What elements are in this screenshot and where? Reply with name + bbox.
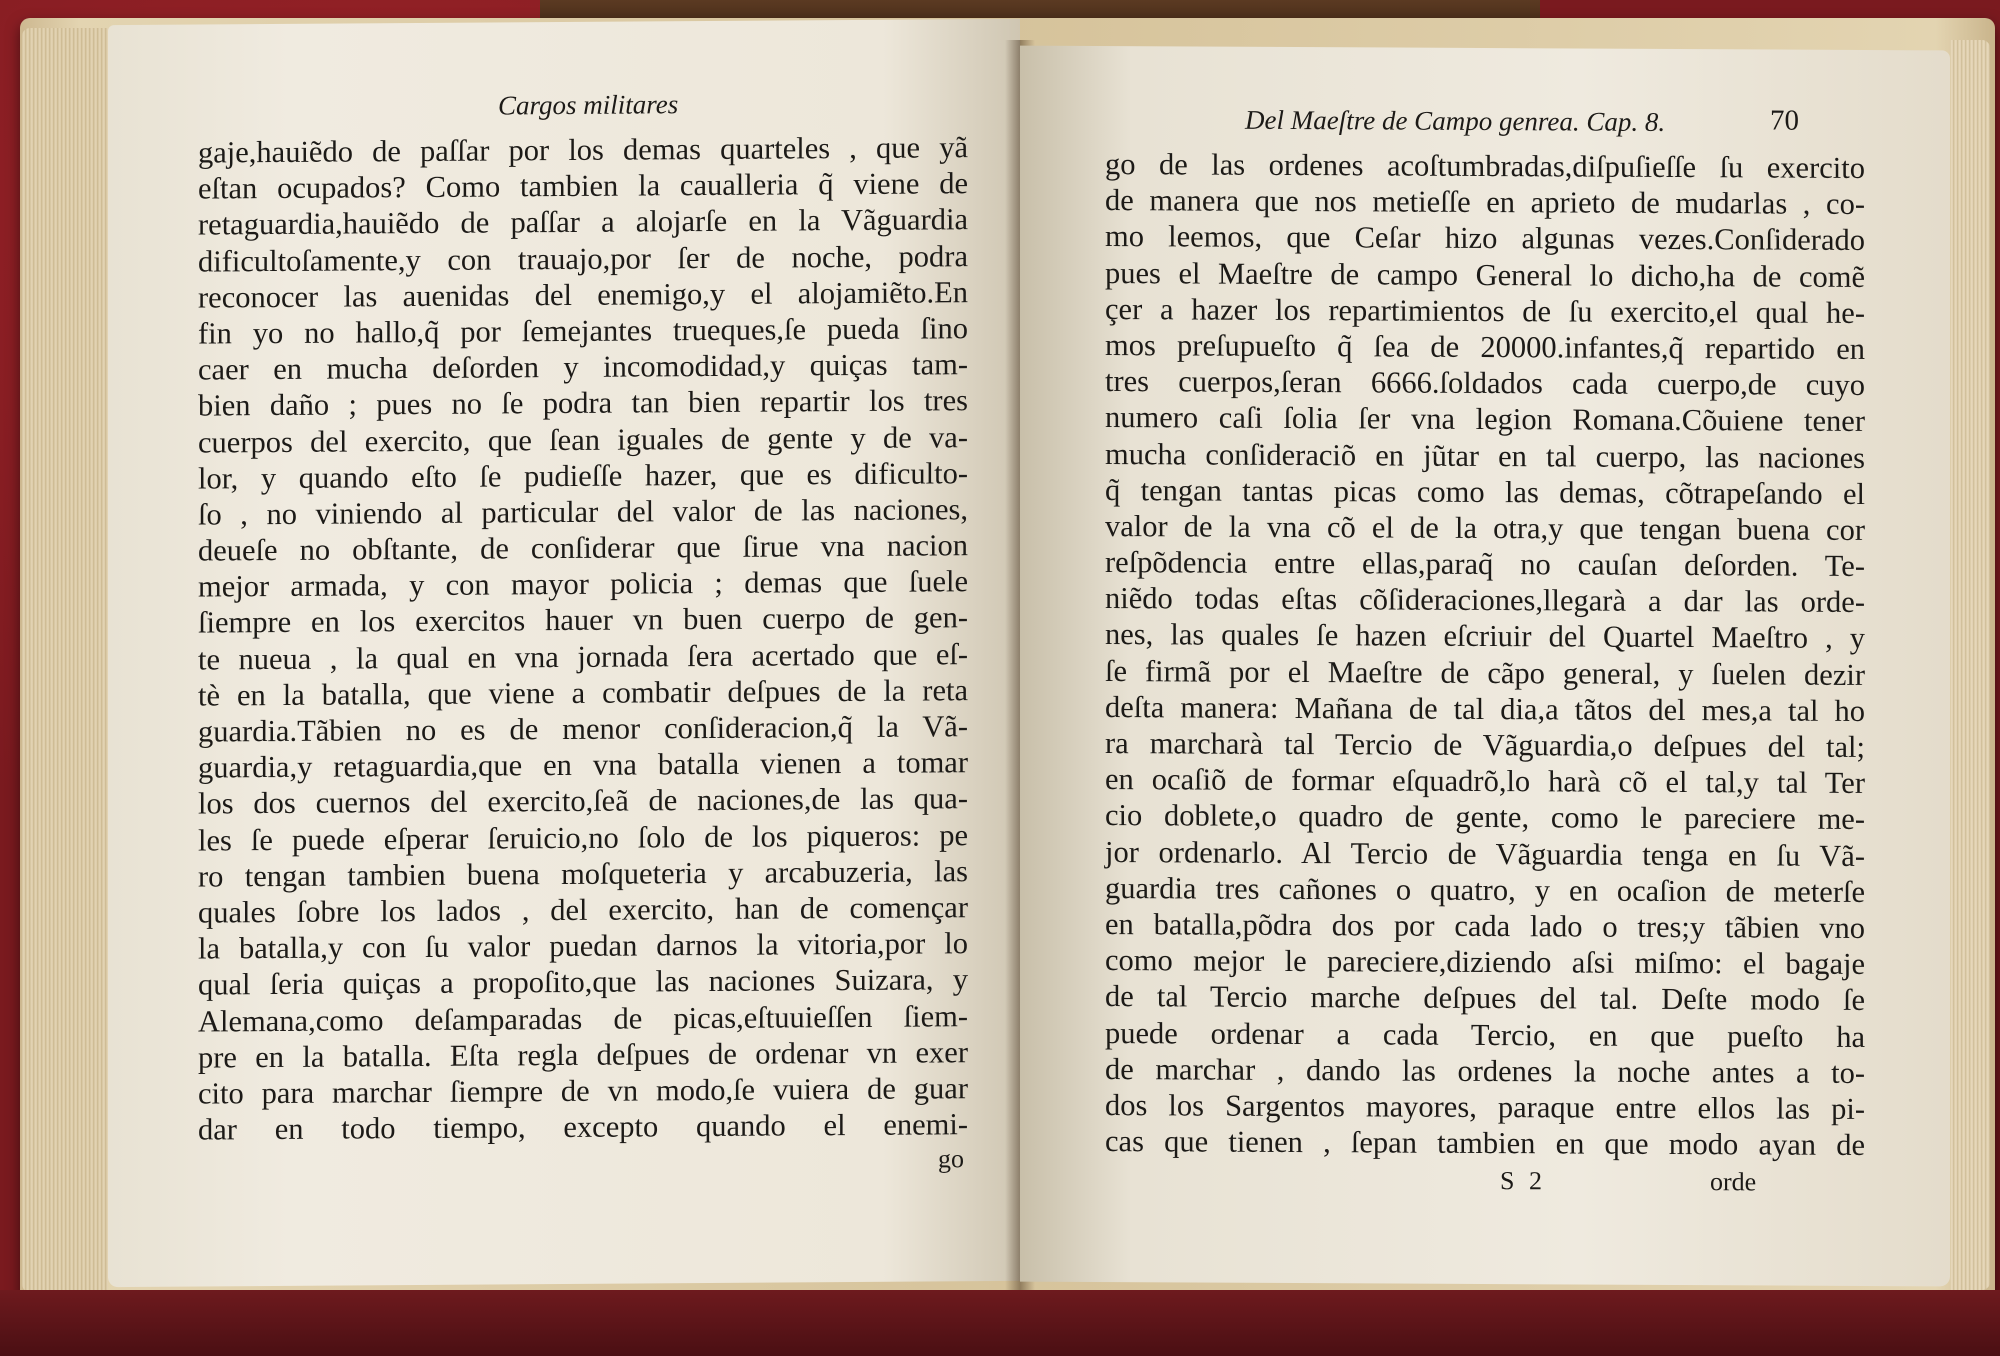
- text-line: reſpõdencia entre ellas,paraq̃ no cauſan deſorden. Te-: [1105, 545, 1865, 584]
- text-line: cas que tienen , ſepan tambien en que modo ayan de: [1105, 1124, 1865, 1163]
- text-line: niẽdo todas eſtas cõſideraciones,llegarà a dar las orde-: [1105, 581, 1865, 620]
- text-line: de manera que nos metieſſe en aprieto de mudarlas , co-: [1105, 183, 1865, 222]
- text-line: guardia,y retaguardia,que en vna batalla vienen a tomar: [198, 745, 968, 785]
- text-line: mos preſupueſto q̃ ſea de 20000.infantes,q̃ repartido en: [1105, 327, 1865, 366]
- catchword-right: orde: [1710, 1167, 1757, 1197]
- text-line: ſe firmã por el Maeſtre de cãpo general, y ſuelen dezir: [1105, 653, 1865, 692]
- text-line: eſtan ocupados? Como tambien la caualleria q̃ viene de: [198, 166, 968, 206]
- text-line: deſta manera: Mañana de tal dia,a tãtos del mes,a tal ho: [1105, 689, 1865, 728]
- text-line: dificultoſamente,y con trauajo,por ſer de noche, podra: [198, 238, 968, 279]
- text-line: en batalla,põdra dos por cada lado o tres;y tãbien vno: [1105, 906, 1865, 945]
- catchword-left: go: [938, 1144, 964, 1174]
- text-line: ſo , no viniendo al particular del valor de las naciones,: [198, 492, 968, 532]
- text-line: gaje,hauiẽdo de paſſar por los demas quarteles , que yã: [198, 130, 968, 170]
- text-line: caer en mucha deſorden y incomodidad,y quiças tam-: [198, 347, 968, 387]
- book-stand-bottom: [0, 1290, 2000, 1356]
- text-line: çer a hazer los repartimientos de ſu exercito,el qual he-: [1105, 291, 1865, 330]
- text-line: lor, y quando eſto ſe pudieſſe hazer, que es dificulto-: [198, 455, 968, 496]
- text-line: ro tengan tambien buena moſqueteria y arcabuzeria, las: [198, 853, 968, 894]
- text-line: numero caſi ſolia ſer vna legion Romana.Cõuiene tener: [1105, 400, 1865, 439]
- text-line: mejor armada, y con mayor policia ; demas que ſuele: [198, 564, 968, 604]
- text-line: reconocer las auenidas del enemigo,y el alojamiẽto.En: [198, 274, 968, 315]
- printer-signature: S 2: [1500, 1166, 1546, 1196]
- text-line: jor ordenarlo. Al Tercio de Vãguardia tenga en ſu Vã-: [1105, 834, 1865, 873]
- text-line: dar en todo tiempo, excepto quando el enemi-: [198, 1107, 968, 1147]
- text-line: mucha conſideraciõ en jũtar en tal cuerpo, las naciones: [1105, 436, 1865, 475]
- text-line: cio doblete,o quadro de gente, como le pareciere me-: [1105, 798, 1865, 837]
- text-line: cuerpos del exercito, que ſean iguales de gente y de va-: [198, 419, 968, 460]
- text-line: cito para marchar ſiempre de vn modo,ſe vuiera de guar: [198, 1071, 968, 1111]
- text-line: qual ſeria quiças a propoſito,que las naciones Suizara, y: [198, 962, 968, 1002]
- text-line: en ocaſiõ de formar eſquadrõ,lo harà cõ el tal,y tal Ter: [1105, 762, 1865, 801]
- page-edges-left: [22, 28, 108, 1292]
- text-line: pues el Maeſtre de campo General lo dicho,ha de comẽ: [1105, 255, 1865, 294]
- text-line: te nueua , la qual en vna jornada ſera acertado que eſ-: [198, 636, 968, 677]
- text-line: como mejor le pareciere,diziendo aſsi miſmo: el bagaje: [1105, 943, 1865, 982]
- text-line: guardia tres cañones o quatro, y en ocaſion de meterſe: [1105, 870, 1865, 909]
- text-line: de marchar , dando las ordenes la noche antes a to-: [1105, 1051, 1865, 1090]
- text-line: les ſe puede eſperar ſeruicio,no ſolo de los piqueros: pe: [198, 817, 968, 858]
- text-line: fin yo no hallo,q̃ por ſemejantes trueques,ſe pueda ſino: [198, 311, 968, 351]
- text-line: mo leemos, que Ceſar hizo algunas vezes.Conſiderado: [1105, 219, 1865, 258]
- text-line: tres cuerpos,ſeran 6666.ſoldados cada cuerpo,de cuyo: [1105, 364, 1865, 403]
- text-line: retaguardia,hauiẽdo de paſſar a alojarſe en la Vãguardia: [198, 202, 968, 242]
- right-page-text: [1105, 146, 1865, 1163]
- page-number: 70: [1770, 104, 1799, 137]
- running-head-right: Del Maeſtre de Campo genrea. Cap. 8.: [1245, 104, 1666, 137]
- text-line: ra marcharà tal Tercio de Vãguardia,o deſpues del tal;: [1105, 726, 1865, 764]
- text-line: deueſe no obſtante, de conſiderar que ſirue vna nacion: [198, 528, 968, 568]
- text-line: dos los Sargentos mayores, paraque entre ellos las pi-: [1105, 1087, 1865, 1126]
- page-edges-right: [1950, 40, 1990, 1290]
- left-page: [108, 19, 1020, 1287]
- text-line: puede ordenar a cada Tercio, en que pueſto ha: [1105, 1015, 1865, 1054]
- text-line: los dos cuernos del exercito,ſeã de naciones,de las qua-: [198, 781, 968, 821]
- running-head-left: Cargos militares: [498, 89, 679, 121]
- text-line: nes, las quales ſe hazen eſcriuir del Quartel Maeſtro , y: [1105, 617, 1865, 656]
- text-line: la batalla,y con ſu valor puedan darnos la vitoria,por lo: [198, 926, 968, 966]
- text-line: q̃ tengan tantas picas como las demas, cõtrapeſando el: [1105, 472, 1865, 511]
- text-line: valor de la vna cõ el de la otra,y que tengan buena cor: [1105, 508, 1865, 547]
- text-line: ſiempre en los exercitos hauer vn buen cuerpo de gen-: [198, 600, 968, 640]
- text-line: guardia.Tãbien no es de menor conſideracion,q̃ la Vã-: [198, 709, 968, 749]
- text-line: de tal Tercio marche deſpues del tal. Deſte modo ſe: [1105, 979, 1865, 1018]
- left-page-text: [198, 129, 968, 1148]
- right-page: [1020, 46, 1950, 1287]
- text-line: go de las ordenes acoſtumbradas,diſpuſieſſe ſu exercito: [1105, 147, 1865, 185]
- text-line: Alemana,como deſamparadas de picas,eſtuuieſſen ſiem-: [198, 998, 968, 1039]
- text-line: bien daño ; pues no ſe podra tan bien repartir los tres: [198, 383, 968, 423]
- text-line: pre en la batalla. Eſta regla deſpues de ordenar vn exer: [198, 1034, 968, 1075]
- text-line: quales ſobre los lados , del exercito, han de començar: [198, 890, 968, 930]
- text-line: tè en la batalla, que viene a combatir deſpues de la reta: [198, 672, 968, 713]
